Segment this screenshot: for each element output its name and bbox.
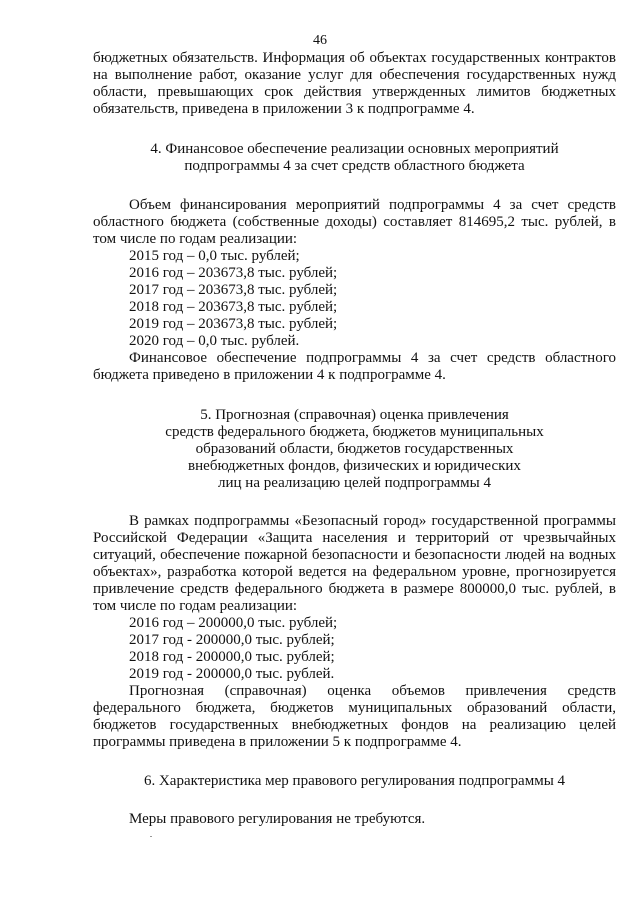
section-4-heading-line: подпрограммы 4 за счет средств областного бюджета [184,158,525,174]
year-item: 2020 год – 0,0 тыс. рублей. [129,333,300,349]
year-item: 2018 год – 203673,8 тыс. рублей; [129,299,338,315]
year-item: 2019 год – 203673,8 тыс. рублей; [129,316,338,332]
section-5-paragraph-2: Прогнозная (справочная) оценка объемов привлечения средств федерального бюджета, бюджетов муниципальных образований области, бюджетов государственных внебюджетных фондов на реализацию целей программы приведена в приложении 5 к подпрограмме 4. [93,683,616,750]
year-item: 2017 год – 203673,8 тыс. рублей; [129,282,338,298]
section-5-heading-line: 5. Прогнозная (справочная) оценка привлечения [200,407,509,423]
section-5-heading-line: образований области, бюджетов государственных [195,441,514,457]
section-5-heading [93,407,616,492]
section-6-paragraph: Меры правового регулирования не требуются. [129,811,426,827]
year-item: 2016 год – 200000,0 тыс. рублей; [129,615,338,631]
section-4-paragraph-2: Финансовое обеспечение подпрограммы 4 за счет средств областного бюджета приведено в приложении 4 к подпрограмме 4. [93,350,616,383]
section-4-paragraph-1: Объем финансирования мероприятий подпрограммы 4 за счет средств областного бюджета (собственные доходы) составляет 814695,2 тыс. рублей, в том числе по годам реализации: [93,197,616,247]
section-5-heading-line: лиц на реализацию целей подпрограммы 4 [218,475,491,491]
section-5-heading-line: внебюджетных фондов, физических и юридических [188,458,521,474]
year-item: 2019 год - 200000,0 тыс. рублей. [129,666,335,682]
section-5-paragraph-1: В рамках подпрограммы «Безопасный город» государственной программы Российской Федерации «Защита населения и территорий от чрезвычайных ситуаций, обеспечение пожарной безопасности и безопасности людей на водных объектах», разработка которой ведется на федеральном уровне, прогнозируется привлечение средств федерального бюджета в размере 800000,0 тыс. рублей, в том числе по годам реализации: [93,513,616,614]
year-item: 2018 год - 200000,0 тыс. рублей; [129,649,335,665]
year-item: 2017 год - 200000,0 тыс. рублей; [129,632,335,648]
section-4-year-list [93,248,616,350]
scan-speck [150,836,152,837]
page-number: 46 [313,33,327,48]
year-item: 2015 год – 0,0 тыс. рублей; [129,248,300,264]
section-4-heading-line: 4. Финансовое обеспечение реализации основных мероприятий [150,141,559,157]
section-6-heading: 6. Характеристика мер правового регулирования подпрограммы 4 [143,773,566,789]
section-5-year-list [93,615,616,683]
section-4-heading [93,141,616,175]
year-item: 2016 год – 203673,8 тыс. рублей; [129,265,338,281]
intro-paragraph: бюджетных обязательств. Информация об объектах государственных контрактов на выполнение работ, оказание услуг для обеспечения государственных нужд области, превышающих срок действия утвержденных лимитов бюджетных обязательств, приведена в приложении 3 к подпрограмме 4. [93,50,616,117]
page-content [93,50,616,828]
section-5-heading-line: средств федерального бюджета, бюджетов муниципальных [165,424,544,440]
